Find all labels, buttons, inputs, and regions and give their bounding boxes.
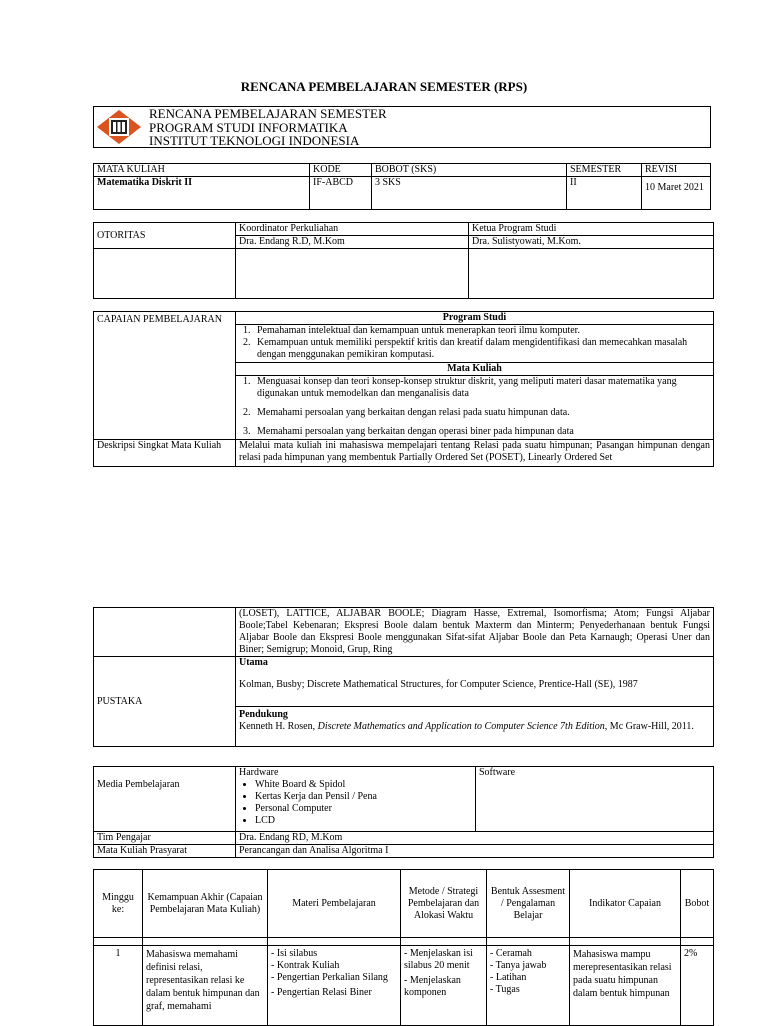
plan-spacer <box>143 938 268 946</box>
plan-header-metode: Metode / Strategi Pembelajaran dan Alokasi Waktu <box>401 870 487 938</box>
plan-kemampuan: Mahasiswa memahami definisi relasi, representasikan relasi ke dalam bentuk himpunan dan graf, memahami <box>143 946 268 1026</box>
prasyarat-label: Mata Kuliah Prasyarat <box>94 845 236 858</box>
page-title: RENCANA PEMBELAJARAN SEMESTER (RPS) <box>240 79 528 94</box>
pustaka-utama-heading: Utama <box>239 657 268 668</box>
course-header-bobot: BOBOT (SKS) <box>372 164 567 177</box>
plan-spacer <box>268 938 401 946</box>
hardware-label: Hardware <box>239 767 279 778</box>
pustaka-utama-ref: Kolman, Busby; Discrete Mathematical Structures, for Computer Science, Prentice-Hall (SE), 1987 <box>239 679 638 690</box>
course-header-revisi: REVISI <box>642 164 711 177</box>
capaian-label: CAPAIAN PEMBELAJARAN <box>94 312 236 440</box>
course-header-mk: MATA KULIAH <box>94 164 310 177</box>
header-line-rps: RENCANA PEMBELAJARAN SEMESTER <box>149 106 387 121</box>
plan-header-materi: Materi Pembelajaran <box>268 870 401 938</box>
course-revision: 10 Maret 2021 <box>642 177 711 210</box>
header-text <box>149 107 387 148</box>
plan-header-indikator: Indikator Capaian <box>570 870 681 938</box>
ketua-label: Ketua Program Studi <box>469 223 714 236</box>
media-table <box>93 766 714 858</box>
mk-outcome-item: 3. Memahami persoalan yang berkaitan dengan operasi biner pada himpunan data <box>253 426 710 438</box>
plan-week: 1 <box>94 946 143 1026</box>
mk-heading: Mata Kuliah <box>236 363 714 376</box>
plan-spacer <box>570 938 681 946</box>
course-code: IF-ABCD <box>310 177 372 210</box>
course-credits: 3 SKS <box>372 177 567 210</box>
otoritas-label: OTORITAS <box>94 223 236 249</box>
pustaka-pendukung <box>236 707 714 747</box>
plan-bobot: 2% <box>681 946 714 1026</box>
pustaka-pendukung-ref: Kenneth H. Rosen, Discrete Mathematics and Application to Computer Science 7th Edition, Mc Graw-Hill, 2011. <box>239 721 694 732</box>
hardware-item: • Kertas Kerja dan Pensil / Pena <box>255 791 472 803</box>
hardware-item: • White Board & Spidol <box>255 779 472 791</box>
deskripsi-text-part1: Melalui mata kuliah ini mahasiswa mempelajari tentang Relasi pada suatu himpunan; Pasangan himpunan dengan relasi pada himpunan yang membentuk Partially Ordered Set (POSET), Linearly Ordered Set <box>239 440 710 463</box>
hardware-item: • LCD <box>255 815 472 827</box>
plan-spacer <box>94 938 143 946</box>
prodi-outcomes <box>236 325 714 363</box>
course-header-semester: SEMESTER <box>567 164 642 177</box>
hardware-list <box>239 779 472 827</box>
prasyarat-value: Perancangan dan Analisa Algoritma I <box>236 845 714 858</box>
plan-materi: - Isi silabus - Kontrak Kuliah - Pengertian Perkalian Silang - Pengertian Relasi Biner <box>268 946 401 1026</box>
deskripsi-continued-empty <box>94 608 236 657</box>
otoritas-empty-cell <box>94 249 236 299</box>
koordinator-signature-cell <box>236 249 469 299</box>
plan-spacer <box>487 938 570 946</box>
ketua-name: Dra. Sulistyowati, M.Kom. <box>469 236 714 249</box>
plan-spacer <box>681 938 714 946</box>
software-label: Software <box>476 767 714 832</box>
pustaka-utama <box>236 657 714 707</box>
hardware-cell <box>236 767 476 832</box>
otoritas-table <box>93 222 714 299</box>
plan-header-kemampuan: Kemampuan Akhir (Capaian Pembelajaran Mata Kuliah) <box>143 870 268 938</box>
course-semester: II <box>567 177 642 210</box>
plan-metode: - Menjelaskan isi silabus 20 menit - Menjelaskan komponen <box>401 946 487 1026</box>
plan-indikator: Mahasiswa mampu merepresentasikan relasi pada suatu himpunan dalam bentuk himpunan <box>570 946 681 1026</box>
capaian-table <box>93 311 714 467</box>
plan-assesment: - Ceramah - Tanya jawab - Latihan - Tugas <box>487 946 570 1026</box>
mk-outcome-item: 1. Menguasai konsep dan teori konsep-konsep struktur diskrit, yang meliputi materi dasar matematika yang digunakan untuk memodelkan dan menganalisis data <box>253 376 710 400</box>
koordinator-label: Koordinator Perkuliahan <box>236 223 469 236</box>
plan-header-minggu: Minggu ke: <box>94 870 143 938</box>
mk-outcome-item: 2. Memahami persoalan yang berkaitan dengan relasi pada suatu himpunan data. <box>253 407 710 419</box>
hardware-item: • Personal Computer <box>255 803 472 815</box>
tim-label: Tim Pengajar <box>94 832 236 845</box>
header-line-prodi: PROGRAM STUDI INFORMATIKA <box>149 119 348 135</box>
course-table <box>93 163 711 210</box>
prodi-outcome-item: 1. Pemahaman intelektual dan kemampuan untuk menerapkan teori ilmu komputer. <box>253 325 710 337</box>
institute-logo-icon <box>97 110 141 144</box>
deskripsi-text <box>236 440 714 467</box>
plan-spacer <box>401 938 487 946</box>
prodi-heading: Program Studi <box>236 312 714 325</box>
plan-header-bobot: Bobot <box>681 870 714 938</box>
header-line-institute: INSTITUT TEKNOLOGI INDONESIA <box>149 133 360 148</box>
plan-row <box>94 946 714 1026</box>
plan-table <box>93 869 714 1026</box>
prodi-outcome-item: 2. Kemampuan untuk memiliki perspektif kritis dan kreatif dalam mengidentifikasi dan memecahkan masalah dengan menggunakan pemikiran komputasi. <box>253 337 710 361</box>
koordinator-name: Dra. Endang R.D, M.Kom <box>236 236 469 249</box>
plan-header-assesment: Bentuk Assesment / Pengalaman Belajar <box>487 870 570 938</box>
pustaka-label: PUSTAKA <box>94 657 236 747</box>
deskripsi-text-part2: (LOSET), LATTICE, ALJABAR BOOLE; Diagram Hasse, Extremal, Isomorfisma; Atom; Fungsi Aljabar Boole;Tabel Kebenaran; Ekspresi Boole dalam bentuk Maxterm dan Minterm; Penyederhanaan bentuk Fungsi Aljabar Boole dan Ekspresi Boole menggunakan Sifat-sifat Aljabar Boole dan Peta Karnaugh; Operasi Uner dan Biner; Semigrup; Monoid, Grup, Ring <box>236 608 714 657</box>
media-label: Media Pembelajaran <box>94 767 236 832</box>
mk-outcomes <box>236 376 714 440</box>
ketua-signature-cell <box>469 249 714 299</box>
deskripsi-label: Deskripsi Singkat Mata Kuliah <box>94 440 236 467</box>
tim-value: Dra. Endang RD, M.Kom <box>236 832 714 845</box>
institution-header <box>93 106 711 148</box>
course-name: Matematika Diskrit II <box>94 177 310 210</box>
pustaka-pendukung-heading: Pendukung <box>239 709 288 720</box>
deskripsi-continued-table <box>93 607 714 747</box>
course-header-kode: KODE <box>310 164 372 177</box>
